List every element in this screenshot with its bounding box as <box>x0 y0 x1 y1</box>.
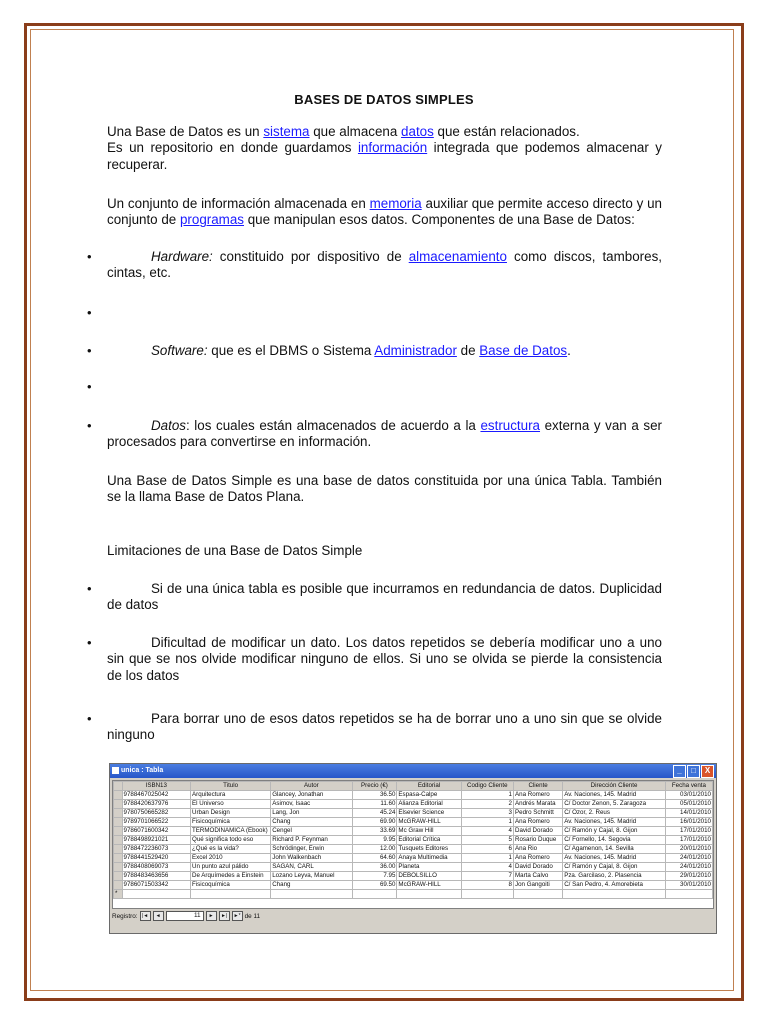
table-window <box>109 763 717 934</box>
table-cell[interactable] <box>271 890 352 899</box>
item-text: de <box>456 343 480 358</box>
row-selector[interactable] <box>114 809 123 818</box>
column-header[interactable]: Precio (€) <box>352 782 397 791</box>
limit-item <box>107 581 662 614</box>
row-selector[interactable] <box>114 791 123 800</box>
table-cell[interactable]: Andrés Marata <box>514 800 563 809</box>
next-record-button[interactable]: ► <box>206 911 217 921</box>
table-cell[interactable]: 2 <box>461 800 513 809</box>
column-header[interactable]: Autor <box>271 782 352 791</box>
intro-paragraph <box>107 124 662 173</box>
bullet-marker: • <box>87 343 92 358</box>
table-cell[interactable]: 9786071600342 <box>122 827 190 836</box>
limit-item <box>107 711 662 744</box>
link-almacenamiento[interactable]: almacenamiento <box>408 249 507 264</box>
table-cell[interactable]: 17/01/2010 <box>665 827 712 836</box>
table-cell[interactable]: Arquitectura <box>191 791 271 800</box>
table-cell[interactable]: C/ Fornello, 14. Segovia <box>563 836 666 845</box>
table-cell[interactable]: Mc Graw Hill <box>397 827 461 836</box>
components-intro-paragraph <box>107 196 662 229</box>
table-cell[interactable]: El Universo <box>191 800 271 809</box>
table-cell[interactable]: Urban Design <box>191 809 271 818</box>
new-record-marker[interactable]: * <box>114 890 123 899</box>
table-cell[interactable]: 9780750665282 <box>122 809 190 818</box>
first-record-button[interactable]: |◄ <box>140 911 151 921</box>
intro-text: Una Base de Datos es un <box>107 124 264 139</box>
table-cell[interactable]: 7.95 <box>352 872 397 881</box>
minimize-button[interactable]: _ <box>673 765 686 778</box>
column-header[interactable]: Fecha venta <box>665 782 712 791</box>
table-cell[interactable]: C/ Ozor, 2. Reus <box>563 809 666 818</box>
table-cell[interactable]: David Dorado <box>514 827 563 836</box>
table-row[interactable] <box>114 791 713 800</box>
table-cell[interactable]: 1 <box>461 791 513 800</box>
table-cell[interactable]: 8 <box>461 881 513 890</box>
table-cell[interactable]: McGRAW-HILL <box>397 818 461 827</box>
table-cell[interactable]: TERMODINAMICA (Ebook) <box>191 827 271 836</box>
limit-text: Para borrar uno de esos datos repetidos se ha de borrar uno a uno sin que se olvide ninguno <box>107 711 662 743</box>
table-row[interactable] <box>114 827 713 836</box>
table-cell[interactable] <box>397 890 461 899</box>
table-row[interactable] <box>114 863 713 872</box>
link-sistema[interactable]: sistema <box>263 124 310 139</box>
row-selector-header <box>114 782 123 791</box>
table-cell[interactable]: Richard P. Feynman <box>271 836 352 845</box>
table-cell[interactable]: SAGAN, CARL <box>271 863 352 872</box>
table-cell[interactable]: Fisicoquímica <box>191 881 271 890</box>
table-row[interactable] <box>114 845 713 854</box>
bullet-marker-empty: • <box>87 305 92 320</box>
table-cell[interactable]: 3 <box>461 809 513 818</box>
table-cell[interactable]: 9788483463656 <box>122 872 190 881</box>
table-cell[interactable]: 5 <box>461 836 513 845</box>
intro-text: integrada que podemos almacenar y recuperar. <box>107 140 662 172</box>
table-cell[interactable]: Ana Romero <box>514 854 563 863</box>
table-cell[interactable]: 9788420637976 <box>122 800 190 809</box>
intro-text: que almacena <box>309 124 402 139</box>
nav-label: Registro: <box>112 912 138 920</box>
table-cell[interactable]: 9.95 <box>352 836 397 845</box>
hardware-item <box>107 249 662 282</box>
table-cell[interactable]: Av. Naciones, 145. Madrid <box>563 791 666 800</box>
table-cell[interactable] <box>461 890 513 899</box>
table-cell[interactable] <box>352 890 397 899</box>
table-cell[interactable]: Glancey, Jonathan <box>271 791 352 800</box>
table-cell[interactable]: Planeta <box>397 863 461 872</box>
datasheet-table <box>113 781 713 899</box>
table-cell[interactable]: Qué significa todo eso <box>191 836 271 845</box>
bullet-marker: • <box>87 418 92 433</box>
maximize-button[interactable]: □ <box>687 765 700 778</box>
table-cell[interactable]: 6 <box>461 845 513 854</box>
column-header[interactable]: Dirección Cliente <box>563 782 666 791</box>
item-text: . <box>567 343 571 358</box>
table-cell[interactable]: 16/01/2010 <box>665 818 712 827</box>
record-count: de 11 <box>244 912 261 920</box>
new-record-row[interactable] <box>114 890 713 899</box>
table-cell[interactable]: 1 <box>461 854 513 863</box>
table-cell[interactable]: Ana Romero <box>514 791 563 800</box>
table-cell[interactable]: Anaya Multimedia <box>397 854 461 863</box>
limit-item <box>107 635 662 684</box>
page-title: BASES DE DATOS SIMPLES <box>294 92 474 107</box>
table-cell[interactable]: C/ Ramón y Cajal, 8. Gijon <box>563 827 666 836</box>
table-cell[interactable]: C/ San Pedro, 4. Amorebieta <box>563 881 666 890</box>
table-cell[interactable]: 45.24 <box>352 809 397 818</box>
table-row[interactable] <box>114 800 713 809</box>
software-item <box>107 343 662 359</box>
table-cell[interactable]: Chang <box>271 818 352 827</box>
row-selector[interactable] <box>114 872 123 881</box>
table-cell[interactable]: 30/01/2010 <box>665 881 712 890</box>
row-selector[interactable] <box>114 881 123 890</box>
table-cell[interactable]: Fisicoquímica <box>191 818 271 827</box>
table-cell[interactable]: 33.69 <box>352 827 397 836</box>
table-cell[interactable] <box>514 890 563 899</box>
table-cell[interactable]: Ana Rio <box>514 845 563 854</box>
table-row[interactable] <box>114 872 713 881</box>
link-informacion[interactable]: información <box>357 140 428 156</box>
item-text: como discos, tambores, cintas, etc. <box>107 249 663 281</box>
table-cell[interactable]: McGRAW-HILL <box>397 881 461 890</box>
table-cell[interactable]: 9789701066522 <box>122 818 190 827</box>
table-cell[interactable]: 64.60 <box>352 854 397 863</box>
table-cell[interactable]: Schrödinger, Erwin <box>271 845 352 854</box>
table-row[interactable] <box>114 818 713 827</box>
row-selector[interactable] <box>114 863 123 872</box>
table-cell[interactable]: Av. Naciones, 145. Madrid <box>563 818 666 827</box>
table-cell[interactable]: 9788467025042 <box>122 791 190 800</box>
table-cell[interactable]: 29/01/2010 <box>665 872 712 881</box>
table-cell[interactable]: 14/01/2010 <box>665 809 712 818</box>
table-cell[interactable]: De Arquímedes a Einstein <box>191 872 271 881</box>
table-cell[interactable]: 12.00 <box>352 845 397 854</box>
table-cell[interactable]: 4 <box>461 863 513 872</box>
record-navigator <box>112 910 260 922</box>
table-cell[interactable]: 36.50 <box>352 791 397 800</box>
table-cell[interactable]: 05/01/2010 <box>665 800 712 809</box>
window-title: unica : Tabla <box>121 767 164 774</box>
table-cell[interactable]: 4 <box>461 827 513 836</box>
table-cell[interactable]: C/ Ramón y Cajal, 8. Gijon <box>563 863 666 872</box>
close-button[interactable]: X <box>701 765 714 778</box>
column-header[interactable]: Editorial <box>397 782 461 791</box>
column-header[interactable]: Titulo <box>191 782 271 791</box>
row-selector[interactable] <box>114 827 123 836</box>
table-cell[interactable]: Marta Calvo <box>514 872 563 881</box>
table-cell[interactable]: C/ Doctor Zenon, 5. Zaragoza <box>563 800 666 809</box>
simple-definition: Una Base de Datos Simple es una base de datos constituida por una única Tabla. También se la llama Base de Datos Plana. <box>107 473 662 505</box>
window-titlebar[interactable] <box>110 764 716 778</box>
header-row <box>114 782 713 791</box>
limit-text: Dificultad de modificar un dato. Los datos repetidos se debería modificar uno a uno sin que se nos olvide modificar ninguno de ellos. Si uno se olvida se pierde la consistencia de los datos <box>107 635 662 683</box>
table-cell[interactable]: Lozano Leyva, Manuel <box>271 872 352 881</box>
intro-text: Es un repositorio en donde guardamos <box>107 140 358 156</box>
datos-label: Datos <box>151 418 186 433</box>
item-text: constituido por dispositivo de <box>212 249 409 264</box>
item-text: que es el DBMS o Sistema <box>207 343 375 358</box>
last-record-button[interactable]: ►| <box>219 911 230 921</box>
table-cell[interactable]: C/ Agamenon, 14. Sevilla <box>563 845 666 854</box>
table-cell[interactable]: Lang, Jon <box>271 809 352 818</box>
table-cell[interactable]: 1 <box>461 818 513 827</box>
table-cell[interactable]: Editorial Crítica <box>397 836 461 845</box>
table-cell[interactable]: 69.50 <box>352 881 397 890</box>
table-cell[interactable]: 36.00 <box>352 863 397 872</box>
table-cell[interactable]: Rosario Duque <box>514 836 563 845</box>
link-administrador[interactable]: Administrador <box>374 343 457 358</box>
table-cell[interactable]: Jon Gangoiti <box>514 881 563 890</box>
limits-heading: Limitaciones de una Base de Datos Simple <box>107 543 363 558</box>
bullet-marker: • <box>87 635 92 650</box>
table-icon <box>112 767 119 774</box>
column-header[interactable]: ISBN13 <box>122 782 190 791</box>
link-programas[interactable]: programas <box>179 212 244 228</box>
table-cell[interactable]: 24/01/2010 <box>665 854 712 863</box>
paragraph-text: Un conjunto de información almacenada en <box>107 196 370 211</box>
hardware-label: Hardware: <box>151 249 213 264</box>
row-selector[interactable] <box>114 854 123 863</box>
table-row[interactable] <box>114 809 713 818</box>
table-cell[interactable]: Chang <box>271 881 352 890</box>
table-cell[interactable]: Elsevier Science <box>397 809 461 818</box>
row-selector[interactable] <box>114 845 123 854</box>
table-cell[interactable]: John Walkenbach <box>271 854 352 863</box>
bullet-marker: • <box>87 711 92 726</box>
table-cell[interactable]: Av. Naciones, 145. Madrid <box>563 854 666 863</box>
limit-text: Si de una única tabla es posible que incurramos en redundancia de datos. Duplicidad de datos <box>107 581 662 613</box>
table-cell[interactable]: David Dorado <box>514 863 563 872</box>
table-cell[interactable]: Pedro Schmitt <box>514 809 563 818</box>
table-cell[interactable] <box>122 890 190 899</box>
software-label: Software: <box>151 343 208 358</box>
table-row[interactable] <box>114 836 713 845</box>
intro-text: que están relacionados. <box>433 124 580 139</box>
row-selector[interactable] <box>114 818 123 827</box>
bullet-marker: • <box>87 581 92 596</box>
table-row[interactable] <box>114 854 713 863</box>
bullet-marker-empty: • <box>87 379 92 394</box>
table-cell[interactable]: DEBOLSILLO <box>397 872 461 881</box>
table-cell[interactable]: Pza. Garcilaso, 2. Plasencia <box>563 872 666 881</box>
table-cell[interactable]: 9788441529420 <box>122 854 190 863</box>
column-header[interactable]: Cliente <box>514 782 563 791</box>
table-cell[interactable]: 03/01/2010 <box>665 791 712 800</box>
table-cell[interactable]: Un punto azul pálido <box>191 863 271 872</box>
row-selector[interactable] <box>114 836 123 845</box>
link-base-de-datos[interactable]: Base de Datos <box>479 343 568 358</box>
prev-record-button[interactable]: ◄ <box>153 911 164 921</box>
table-cell[interactable]: ¿Qué es la vida? <box>191 845 271 854</box>
table-cell[interactable]: 9788498921021 <box>122 836 190 845</box>
table-cell[interactable]: Ana Romero <box>514 818 563 827</box>
table-row[interactable] <box>114 881 713 890</box>
table-cell[interactable]: 69.90 <box>352 818 397 827</box>
table-cell[interactable]: 20/01/2010 <box>665 845 712 854</box>
item-text: : los cuales están almacenados de acuerdo a la <box>185 418 481 433</box>
table-cell[interactable] <box>665 890 712 899</box>
new-record-button[interactable]: ►* <box>232 911 243 921</box>
paragraph-text: auxiliar que permite acceso directo y un conjunto de <box>107 196 663 228</box>
table-cell[interactable]: Cengel <box>271 827 352 836</box>
record-number-input[interactable]: 11 <box>166 911 204 921</box>
table-cell[interactable] <box>191 890 271 899</box>
table-cell[interactable]: 9788408069073 <box>122 863 190 872</box>
paragraph-text: que manipulan esos datos. Componentes de una Base de Datos: <box>243 212 635 228</box>
link-datos[interactable]: datos <box>401 124 434 139</box>
datasheet-grid[interactable] <box>112 780 714 909</box>
table-cell[interactable]: 17/01/2010 <box>665 836 712 845</box>
link-estructura[interactable]: estructura <box>480 418 541 433</box>
table-cell[interactable]: 9786071503342 <box>122 881 190 890</box>
table-cell[interactable]: Excel 2010 <box>191 854 271 863</box>
row-selector[interactable] <box>114 800 123 809</box>
table-cell[interactable]: Espasa-Calpe <box>397 791 461 800</box>
table-cell[interactable]: 7 <box>461 872 513 881</box>
column-header[interactable]: Codigo Cliente <box>461 782 513 791</box>
bullet-marker: • <box>87 249 92 264</box>
table-cell[interactable]: Asimov, Isaac <box>271 800 352 809</box>
table-cell[interactable]: 24/01/2010 <box>665 863 712 872</box>
table-cell[interactable]: Alianza Editorial <box>397 800 461 809</box>
datos-item <box>107 418 662 451</box>
item-text: externa y van a ser procesados para convertirse en información. <box>107 418 662 450</box>
link-memoria[interactable]: memoria <box>369 196 422 211</box>
table-cell[interactable] <box>563 890 666 899</box>
table-cell[interactable]: 11.60 <box>352 800 397 809</box>
table-cell[interactable]: Tusquets Editores <box>397 845 461 854</box>
table-cell[interactable]: 9788472236073 <box>122 845 190 854</box>
